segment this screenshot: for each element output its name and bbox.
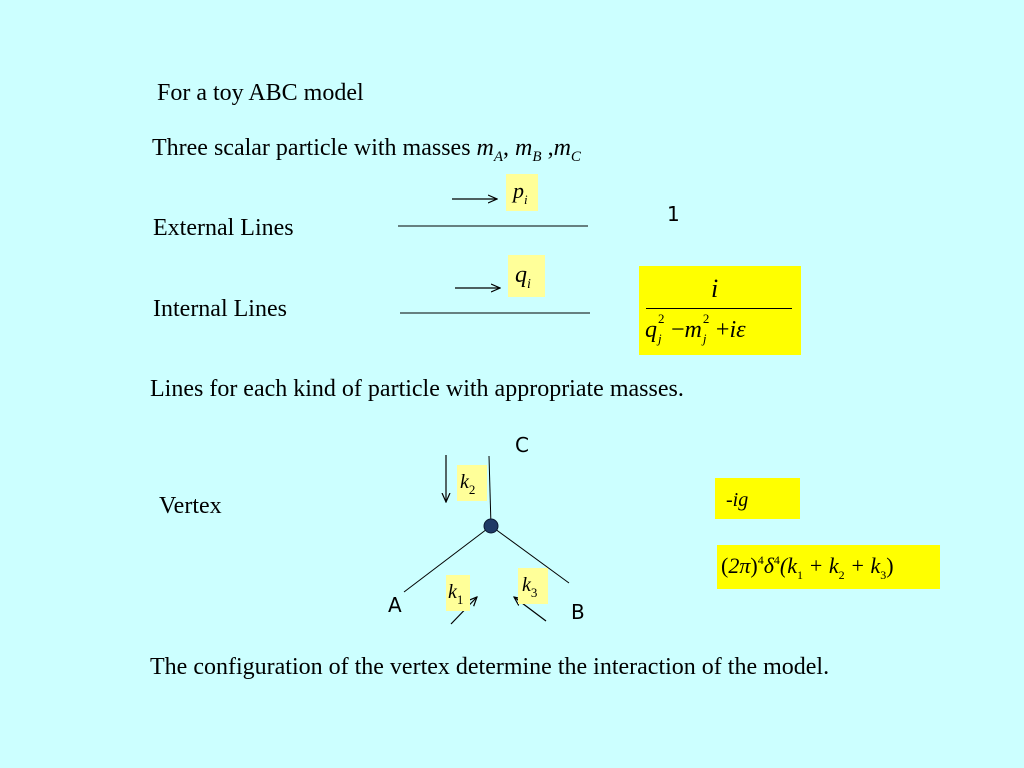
vertex-label: Vertex <box>159 493 222 519</box>
k2-label: $k_2$ <box>460 471 476 497</box>
external-factor: 1 <box>667 202 680 226</box>
k1-box <box>446 575 470 611</box>
propagator-denominator: q 2 j −m 2 j +iε <box>645 311 746 346</box>
lines-note: Lines for each kind of particle with appropriate masses. <box>150 376 684 402</box>
particle-b-label: B <box>571 600 585 624</box>
internal-momentum: $q_i$ <box>515 262 531 292</box>
internal-momentum-box <box>508 255 545 297</box>
propagator-numerator: i <box>711 274 719 303</box>
internal-lines-label: Internal Lines <box>153 296 287 322</box>
vertex-dot <box>484 519 498 533</box>
slide-heading: For a toy ABC model <box>157 80 364 106</box>
vertex-line-c <box>489 456 491 526</box>
k1-label: $k_1$ <box>448 581 464 607</box>
k3-box <box>518 568 548 604</box>
k2-box <box>457 465 487 501</box>
fraction-bar <box>646 308 792 309</box>
conclusion-text: The configuration of the vertex determine the interaction of the model. <box>150 654 830 680</box>
mass-a: $m_A$ <box>476 135 504 165</box>
particle-c-label: C <box>515 433 529 457</box>
propagator-box <box>639 266 801 355</box>
external-lines-label: External Lines <box>153 215 294 241</box>
coupling-factor: -ig <box>726 489 749 511</box>
coupling-box <box>715 478 800 519</box>
external-momentum: $p_i$ <box>513 178 528 207</box>
particles-text: Three scalar particle with masses <box>152 135 471 161</box>
k3-label: $k_3$ <box>522 574 538 600</box>
mass-b: $m_B$ <box>515 135 542 165</box>
particles-statement: Three scalar particle with masses $m_A$, $m_B$ $,m_C$ <box>152 135 581 165</box>
delta-box <box>717 545 940 589</box>
external-momentum-box <box>506 174 538 211</box>
particle-a-label: A <box>388 593 402 617</box>
mass-c: $m_C$ <box>553 135 581 165</box>
momentum-conservation: $(2\pi)^4\delta^4(k_1 + k_2 + k_3)$ <box>721 553 894 582</box>
